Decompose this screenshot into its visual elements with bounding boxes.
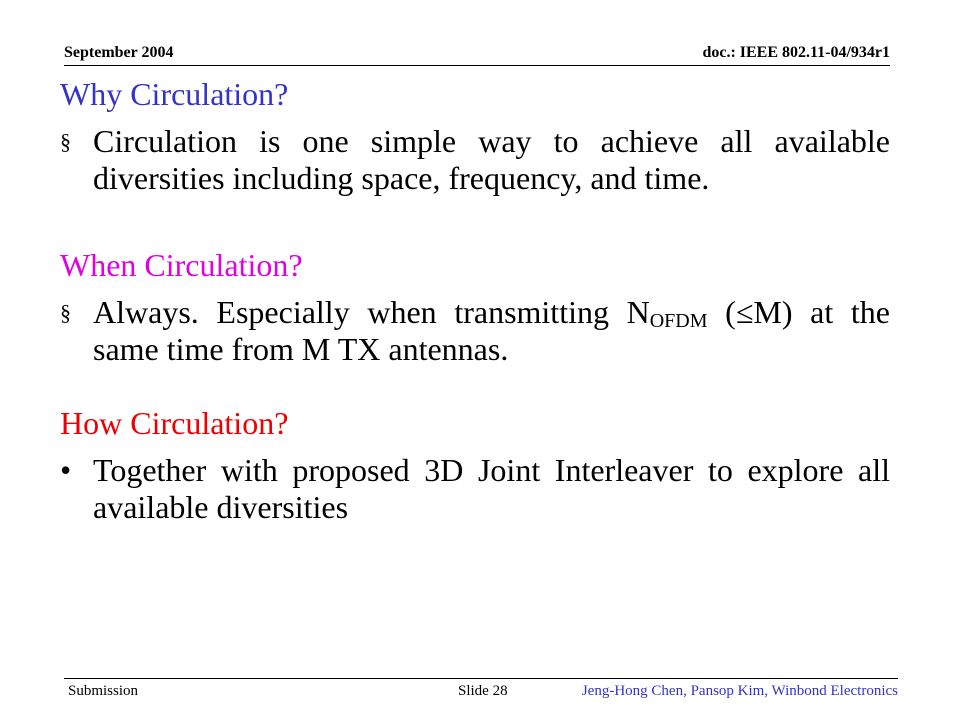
header-date: September 2004 bbox=[64, 44, 174, 61]
heading-how-circulation: How Circulation? bbox=[60, 405, 289, 441]
slide-body bbox=[60, 76, 890, 526]
round-bullet-icon: • bbox=[60, 452, 72, 488]
header-rule bbox=[64, 65, 890, 66]
heading-why-circulation: Why Circulation? bbox=[60, 76, 289, 112]
bullet-when-subscript: OFDM bbox=[649, 310, 708, 332]
footer-authors: Jeng-Hong Chen, Pansop Kim, Winbond Electronics bbox=[581, 683, 898, 699]
bullet-when-text-after: (≤M) at the same time from M TX antennas. bbox=[93, 294, 891, 367]
bullet-how-text: Together with proposed 3D Joint Interleaver to explore all available diversities bbox=[93, 452, 890, 525]
bullet-when bbox=[60, 294, 890, 368]
footer-submission: Submission bbox=[68, 683, 139, 699]
bullet-why bbox=[60, 123, 890, 197]
footer-rule bbox=[64, 678, 898, 679]
bullet-when-text-before: Always. Especially when transmitting N bbox=[93, 294, 650, 330]
bullet-why-text: Circulation is one simple way to achieve all available diversities including space, frequency, and time. bbox=[93, 123, 890, 196]
footer-slide-number: Slide 28 bbox=[458, 683, 508, 699]
heading-when-circulation: When Circulation? bbox=[60, 247, 303, 283]
bullet-how bbox=[60, 452, 890, 526]
square-bullet-icon: § bbox=[60, 300, 71, 325]
header-doc-number: doc.: IEEE 802.11-04/934r1 bbox=[702, 44, 890, 61]
square-bullet-icon: § bbox=[60, 129, 71, 154]
